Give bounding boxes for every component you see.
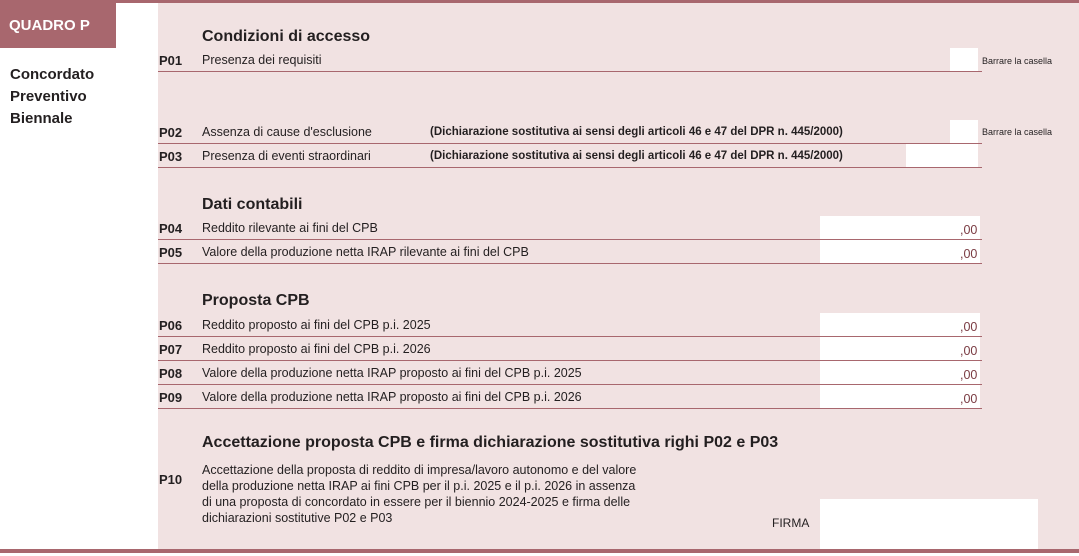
section-title-access: Condizioni di accesso [202,28,371,45]
row-divider [158,71,982,72]
quadro-title-line-1: Concordato [10,66,95,83]
row-code-p06: P06 [159,318,183,333]
input-p06[interactable] [820,313,980,336]
p10-line-3: di una proposta di concordato in essere per il biennio 2024-2025 e firma delle [202,495,631,509]
cents-p06: ,00 [960,320,978,334]
quadro-tab [0,3,116,48]
declaration-p02: (Dichiarazione sostitutiva ai sensi degli articoli 46 e 47 del DPR n. 445/2000) [430,126,843,138]
row-label-p08: Valore della produzione netta IRAP proposto ai fini del CPB p.i. 2025 [202,366,582,380]
bottom-border [0,549,1079,553]
input-p07[interactable] [820,337,980,360]
row-divider [158,263,982,264]
row-code-p09: P09 [159,390,183,405]
cents-p08: ,00 [960,368,978,382]
row-label-p04: Reddito rilevante ai fini del CPB [202,221,378,235]
signature-label: FIRMA [772,516,810,530]
section-title-accounting: Dati contabili [202,196,303,213]
input-p04[interactable] [820,216,980,239]
signature-field[interactable] [820,499,1038,549]
row-label-p09: Valore della produzione netta IRAP proposto ai fini del CPB p.i. 2026 [202,390,582,404]
p10-line-4: dichiarazioni sostitutive P02 e P03 [202,511,393,525]
checkbox-p02[interactable] [950,120,978,143]
cents-p05: ,00 [960,247,978,261]
row-label-p07: Reddito proposto ai fini del CPB p.i. 2026 [202,342,431,356]
quadro-title-line-3: Biennale [10,110,73,127]
cents-p09: ,00 [960,392,978,406]
row-label-p01: Presenza dei requisiti [202,53,322,67]
hint-p01: Barrare la casella [982,56,1053,66]
row-code-p05: P05 [159,245,183,260]
row-text-p10 [202,462,702,526]
input-p05[interactable] [820,240,980,263]
p10-line-1: Accettazione della proposta di reddito di impresa/lavoro autonomo e del valore [202,463,637,477]
row-label-p02: Assenza di cause d'esclusione [202,125,372,139]
row-code-p08: P08 [159,366,183,381]
input-p03[interactable] [906,144,978,167]
row-label-p06: Reddito proposto ai fini del CPB p.i. 2025 [202,318,431,332]
row-divider [158,408,982,409]
row-label-p05: Valore della produzione netta IRAP rilevante ai fini del CPB [202,245,529,259]
checkbox-p01[interactable] [950,48,978,71]
declaration-p03: (Dichiarazione sostitutiva ai sensi degli articoli 46 e 47 del DPR n. 445/2000) [430,150,843,162]
row-label-p03: Presenza di eventi straordinari [202,149,371,163]
row-divider [158,167,982,168]
row-code-p10: P10 [159,472,183,487]
row-code-p02: P02 [159,125,183,140]
quadro-title-line-2: Preventivo [10,88,87,105]
quadro-title [10,64,150,130]
section-title-acceptance: Accettazione proposta CPB e firma dichiarazione sostitutiva righi P02 e P03 [202,434,779,451]
row-code-p01: P01 [159,53,183,68]
row-divider [158,143,982,144]
row-code-p07: P07 [159,342,183,357]
input-p08[interactable] [820,361,980,384]
hint-p02: Barrare la casella [982,127,1053,137]
cents-p07: ,00 [960,344,978,358]
quadro-tab-label: QUADRO P [9,17,90,34]
section-title-proposal: Proposta CPB [202,292,310,309]
input-p09[interactable] [820,385,980,408]
cents-p04: ,00 [960,223,978,237]
p10-line-2: della produzione netta IRAP ai fini CPB per il p.i. 2025 e il p.i. 2026 in assenza [202,479,636,493]
row-code-p03: P03 [159,149,183,164]
row-code-p04: P04 [159,221,183,236]
